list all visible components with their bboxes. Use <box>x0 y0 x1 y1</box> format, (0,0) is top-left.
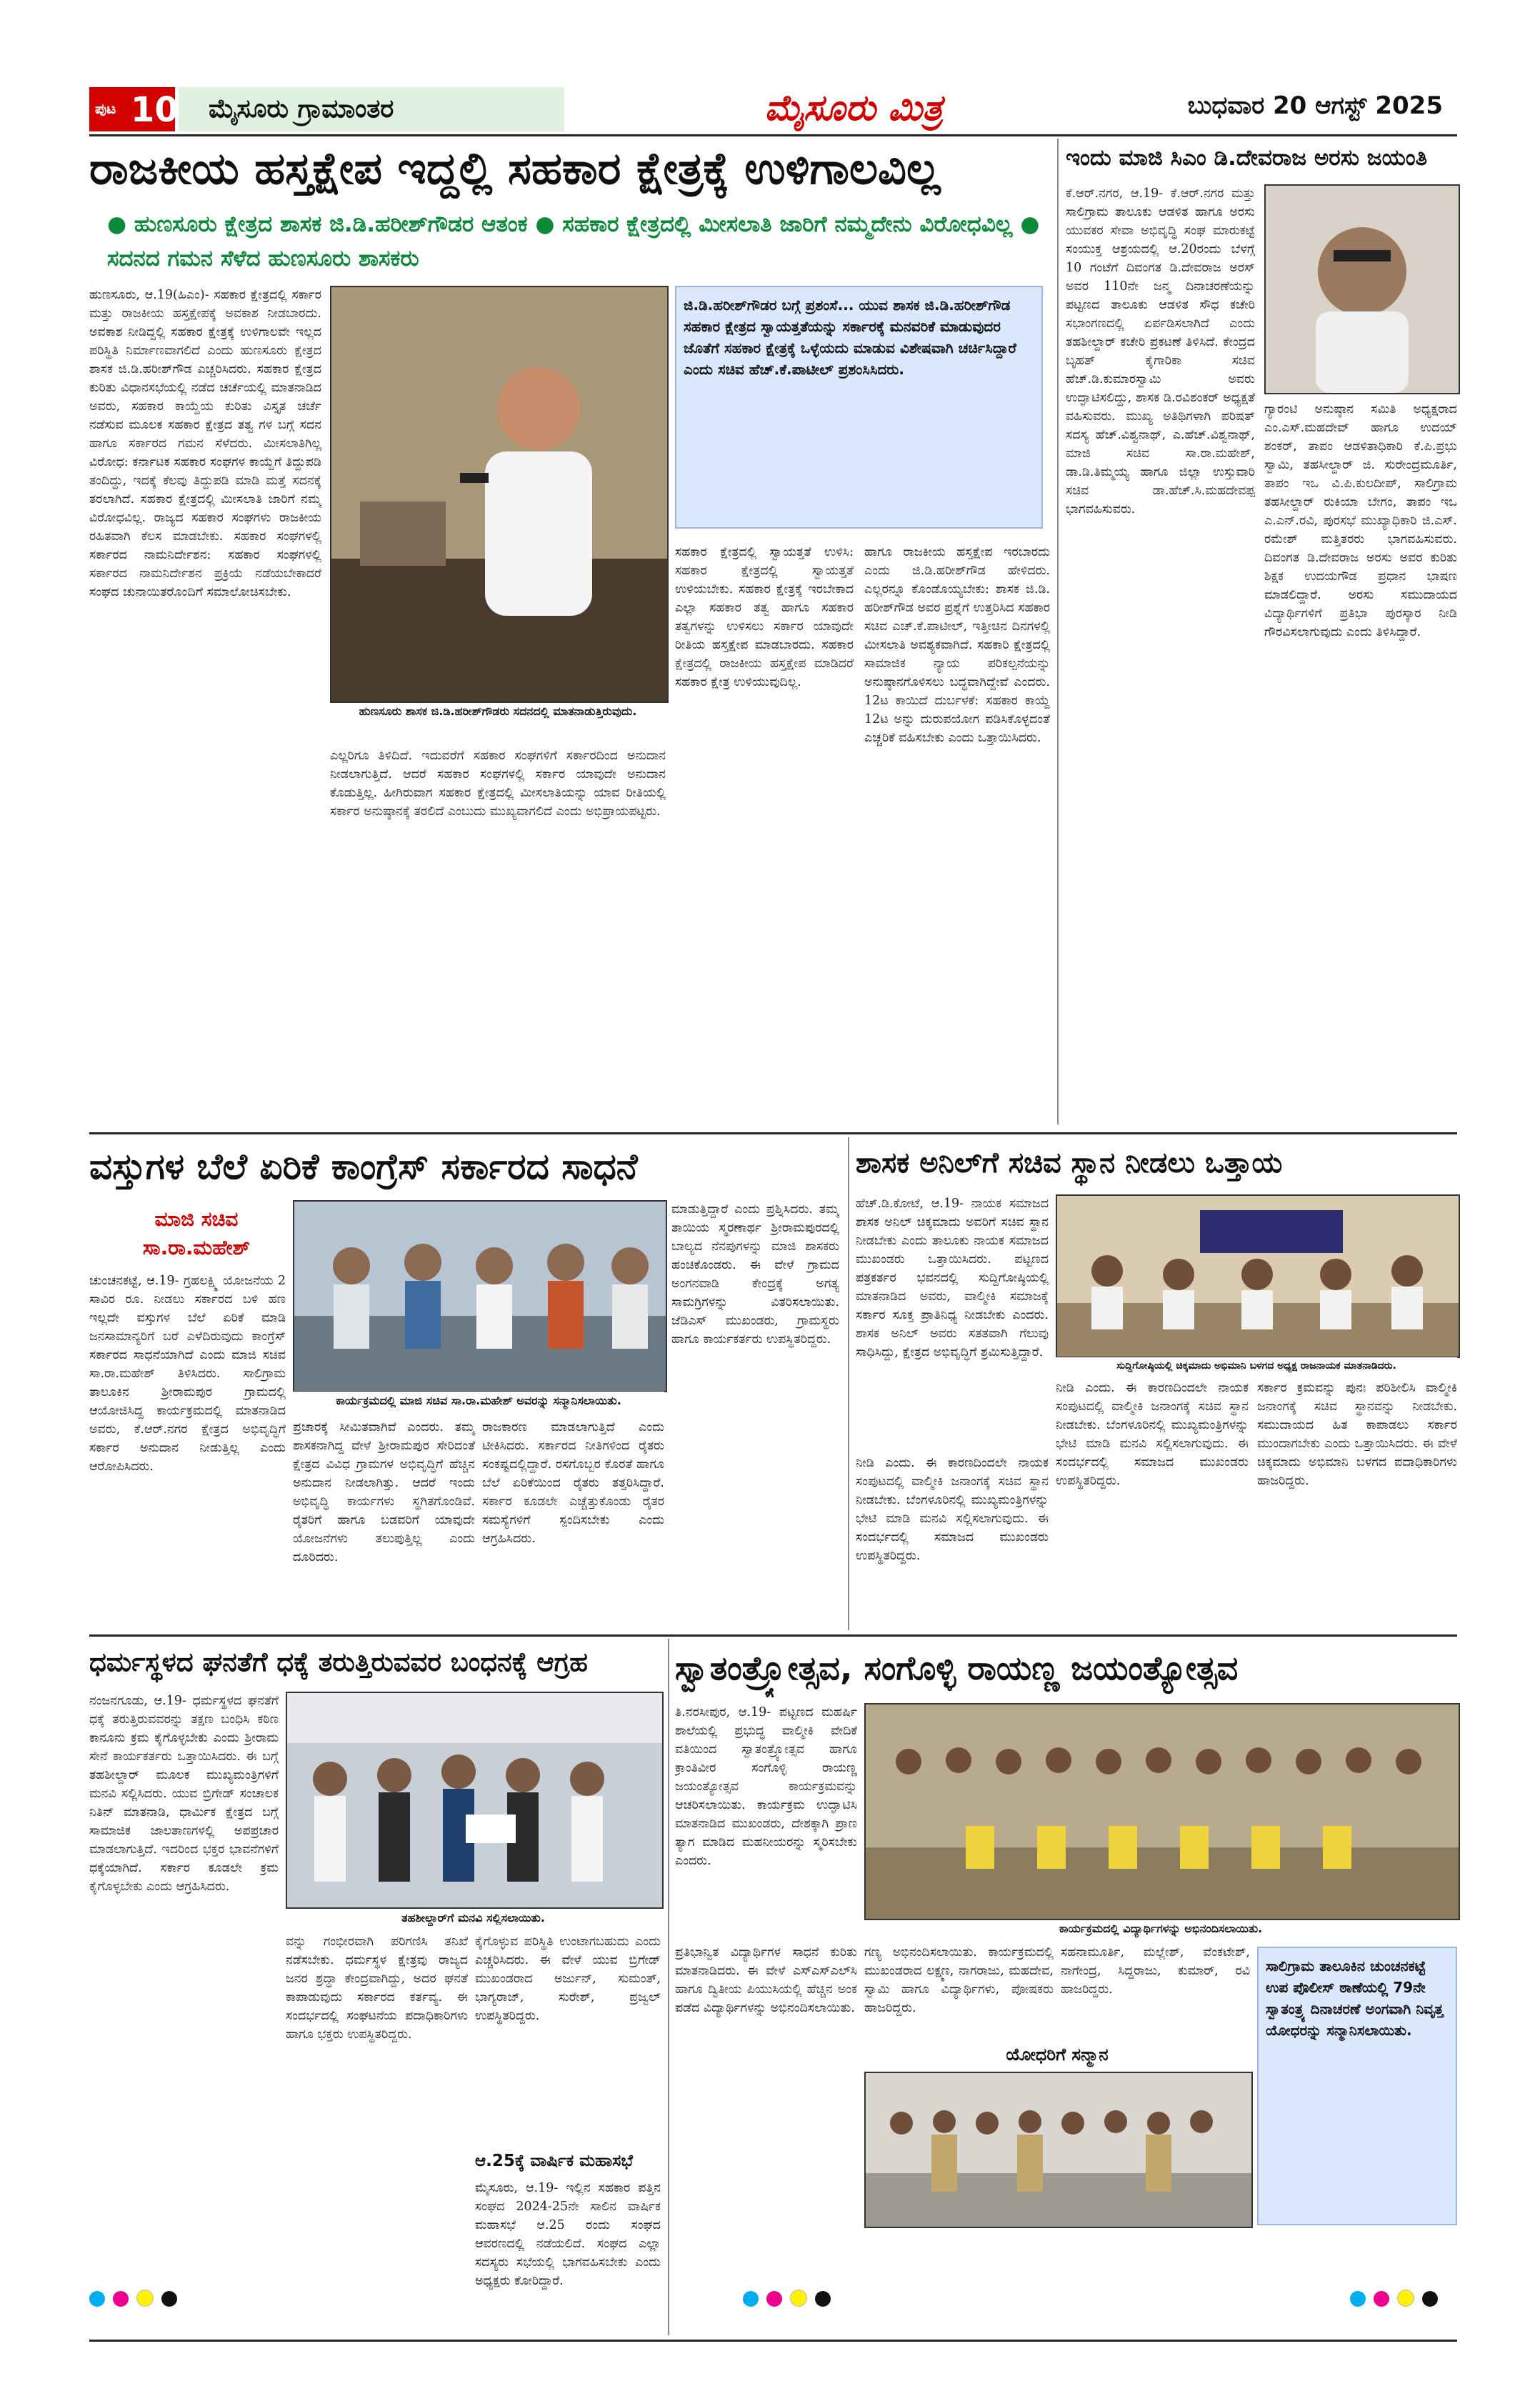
story3-col3: ರಾಜಕಾರಣ ಮಾಡಲಾಗುತ್ತಿದೆ ಎಂದು ಟೀಕಿಸಿದರು. ಸರ್ಕಾರದ ನೀತಿಗಳಿಂದ ರೈತರು ಸಂಕಷ್ಟದಲ್ಲಿದ್ದಾರೆ. ರಸಗೊಬ್ಬರ ಕೊರತೆ ಹಾಗೂ ಬೆಲೆ ಏರಿಕೆಯಿಂದ ರೈತರು ತತ್ತರಿಸಿದ್ದಾರೆ. ಸರ್ಕಾರ ಕೂಡಲೇ ಎಚ್ಚೆತ್ತುಕೊಂಡು ರೈತರ ಸಮಸ್ಯೆಗಳಿಗೆ ಸ್ಪಂದಿಸಬೇಕು ಎಂದು ಆಗ್ರಹಿಸಿದರು. <box>482 1420 664 1546</box>
story6-photo2 <box>864 2072 1253 2228</box>
story6-col2: ಪ್ರತಿಭಾನ್ವಿತ ವಿದ್ಯಾರ್ಥಿಗಳ ಸಾಧನೆ ಕುರಿತು ಮಾತನಾಡಿದರು. ಈ ವೇಳೆ ಎಸ್‌ಎಸ್‌ಎಲ್‌ಸಿ ಹಾಗೂ ದ್ವಿತೀಯ ಪಿಯುಸಿಯಲ್ಲಿ ಹೆಚ್ಚಿನ ಅಂಕ ಪಡೆದ ವಿದ್ಯಾರ್ಥಿಗಳನ್ನು ಅಭಿನಂದಿಸಲಾಯಿತು. <box>675 1945 857 2015</box>
press-meet-icon <box>1057 1196 1459 1357</box>
story6-col1: ತಿ.ನರಸೀಪುರ, ಆ.19- ಪಟ್ಟಣದ ಮಹರ್ಷಿ ಶಾಲೆಯಲ್ಲಿ ಪ್ರಭುದ್ಧ ವಾಲ್ಮೀಕಿ ವೇದಿಕೆ ವತಿಯಿಂದ ಸ್ವಾತಂತ್ರ್ಯೋತ್ಸವ ಹಾಗೂ ಕ್ರಾಂತಿವೀರ ಸಂಗೊಳ್ಳಿ ರಾಯಣ್ಣ ಜಯಂತ್ಯೋತ್ಸವ ಕಾರ್ಯಕ್ರಮವನ್ನು ಆಚರಿಸಲಾಯಿತು. ಕಾರ್ಯಕ್ರಮ ಉದ್ಘಾಟಿಸಿ ಮಾತನಾಡಿದ ಮುಖಂಡರು, ದೇಶಕ್ಕಾಗಿ ಪ್ರಾಣ ತ್ಯಾಗ ಮಾಡಿದ ಮಹನೀಯರನ್ನು ಸ್ಮರಿಸಬೇಕು ಎಂದರು. <box>675 1705 857 1868</box>
story1-col4: ಹಾಗೂ ರಾಜಕೀಯ ಹಸ್ತಕ್ಷೇಪ ಇರಬಾರದು ಎಂದು ಜಿ.ಡಿ.ಹರೀಶ್‌ಗೌಡ ಹೇಳಿದರು. ಎಲ್ಲರನ್ನೂ ಕೊಂಡೊಯ್ಯಬೇಕು: ಶಾಸಕ ಜಿ.ಡಿ. ಹರೀಶ್‌ಗೌಡ ಅವರ ಪ್ರಶ್ನೆಗೆ ಉತ್ತರಿಸಿದ ಸಹಕಾರ ಸಚಿವ ಎಚ್.ಕೆ.ಪಾಟೀಲ್, ಇತ್ತೀಚಿನ ದಿನಗಳಲ್ಲಿ ಮೀಸಲಾತಿ ಅವಶ್ಯಕವಾಗಿದೆ. ಸಹಕಾರಿ ಕ್ಷೇತ್ರದಲ್ಲಿ ಸಾಮಾಜಿಕ ನ್ಯಾಯ ಪರಿಕಲ್ಪನೆಯನ್ನು ಅನುಷ್ಠಾನಗೊಳಿಸಲು ಬದ್ಧವಾಗಿದ್ದೇವೆ ಎಂದರು. 12ಟ ಕಾಯಿದೆ ದುರ್ಬಳಕೆ: ಸಹಕಾರ ಕಾಯ್ದೆ 12ಟ ಅನ್ನು ದುರುಪಯೋಗ ಪಡಿಸಿಕೊಳ್ಳದಂತೆ ಎಚ್ಚರಿಕೆ ವಹಿಸಬೇಕು ಎಂದು ಒತ್ತಾಯಿಸಿದರು. <box>864 545 1050 745</box>
story2-headline: ಇಂದು ಮಾಜಿ ಸಿಎಂ ಡಿ.ದೇವರಾಜ ಅರಸು ಜಯಂತಿ <box>1066 145 1427 171</box>
section-rule <box>89 2340 1457 2342</box>
column-divider <box>1057 139 1059 1124</box>
registration-dot-icon <box>743 2291 759 2307</box>
registration-dot-icon <box>113 2291 129 2307</box>
registration-dot-icon <box>766 2291 782 2307</box>
story5-photo <box>286 1692 664 1909</box>
registration-dot-icon <box>89 2291 105 2307</box>
story3-byline-title: ಮಾಜಿ ಸಚಿವ <box>154 1207 239 1231</box>
section-rule <box>89 1132 1457 1134</box>
story5-col1: ನಂಜನಗೂಡು, ಆ.19- ಧರ್ಮಸ್ಥಳದ ಘನತೆಗೆ ಧಕ್ಕೆ ತರುತ್ತಿರುವವರನ್ನು ತಕ್ಷಣ ಬಂಧಿಸಿ ಕಠಿಣ ಕಾನೂನು ಕ್ರಮ ಕೈಗೊಳ್ಳಬೇಕು ಎಂದು ಶ್ರೀರಾಮ ಸೇನೆ ಕಾರ್ಯಕರ್ತರು ಒತ್ತಾಯಿಸಿದರು. ಈ ಬಗ್ಗೆ ತಹಶೀಲ್ದಾರ್ ಮೂಲಕ ಮುಖ್ಯಮಂತ್ರಿಗಳಿಗೆ ಮನವಿ ಸಲ್ಲಿಸಿದರು. ಯುವ ಬ್ರಿಗೇಡ್ ಸಂಚಾಲಕ ನಿತಿನ್ ಮಾತನಾಡಿ, ಧಾರ್ಮಿಕ ಕ್ಷೇತ್ರದ ಬಗ್ಗೆ ಸಾಮಾಜಿಕ ಜಾಲತಾಣಗಳಲ್ಲಿ ಅಪಪ್ರಚಾರ ಮಾಡಲಾಗುತ್ತಿದೆ. ಇದರಿಂದ ಭಕ್ತರ ಭಾವನೆಗಳಿಗೆ ಧಕ್ಕೆಯಾಗಿದೆ. ಸರ್ಕಾರ ಕೂಡಲೇ ಕ್ರಮ ಕೈಗೊಳ್ಳಬೇಕು ಎಂದು ಆಗ್ರಹಿಸಿದರು. <box>89 1694 279 1894</box>
story3-photo <box>293 1200 667 1392</box>
story3-col1: ಚುಂಚನಕಟ್ಟೆ, ಆ.19- ಗ್ರಹಲಕ್ಷ್ಮಿ ಯೋಜನೆಯ 2 ಸಾವಿರ ರೂ. ನೀಡಲು ಸರ್ಕಾರದ ಬಳಿ ಹಣ ಇಲ್ಲದೇ ವಸ್ತುಗಳ ಬೆಲೆ ಏರಿಕೆ ಮಾಡಿ ಜನಸಾಮಾನ್ಯರಿಗೆ ಬರೆ ಎಳೆದಿರುವುದು ಕಾಂಗ್ರೆಸ್ ಸರ್ಕಾರದ ಸಾಧನೆಯಾಗಿದೆ ಎಂದು ಮಾಜಿ ಸಚಿವ ಸಾ.ರಾ.ಮಹೇಶ್ ತಿಳಿಸಿದರು. ಸಾಲಿಗ್ರಾಮ ತಾಲೂಕಿನ ಶ್ರೀರಾಮಪುರ ಗ್ರಾಮದಲ್ಲಿ ಆಯೋಜಿಸಿದ್ದ ಕಾರ್ಯಕ್ರಮದಲ್ಲಿ ಮಾತನಾಡಿದ ಅವರು, ಕೆ.ಆರ್.ನಗರ ಕ್ಷೇತ್ರದ ಅಭಿವೃದ್ಧಿಗೆ ಸರ್ಕಾರ ಅನುದಾನ ನೀಡುತ್ತಿಲ್ಲ ಎಂದು ಆರೋಪಿಸಿದರು. <box>89 1274 286 1474</box>
registration-dot-icon <box>1350 2291 1366 2307</box>
bullet-icon: ● <box>1020 211 1040 237</box>
registration-dot-icon <box>1397 2290 1414 2307</box>
issue-date: ಬುಧವಾರ 20 ಆಗಸ್ಟ್ 2025 <box>1187 91 1443 120</box>
story1-quote-box: ಜಿ.ಡಿ.ಹರೀಶ್‌ಗೌಡರ ಬಗ್ಗೆ ಪ್ರಶಂಸೆ... ಯುವ ಶಾಸಕ ಜಿ.ಡಿ.ಹರೀಶ್‌ಗೌಡ ಸಹಕಾರ ಕ್ಷೇತ್ರದ ಸ್ವಾಯತ್ತತೆಯನ್ನು ಸರ್ಕಾರಕ್ಕೆ ಮನವರಿಕೆ ಮಾಡುವುದರ ಜೊತೆಗೆ ಸಹಕಾರ ಕ್ಷೇತ್ರಕ್ಕೆ ಒಳ್ಳೆಯದು ಮಾಡುವ ವಿಶೇಷವಾಗಿ ಚರ್ಚಿಸಿದ್ದಾರೆ ಎಂದು ಸಚಿವ ಹೆಚ್.ಕೆ.ಪಾಟೀಲ್ ಪ್ರಶಂಸಿಸಿದರು. <box>675 286 1043 529</box>
story6-photo-caption: ಕಾರ್ಯಕ್ರಮದಲ್ಲಿ ವಿದ್ಯಾರ್ಥಿಗಳನ್ನು ಅಭಿನಂದಿಸಲಾಯಿತು. <box>864 1920 1457 1937</box>
color-registration-center <box>743 2290 886 2311</box>
story3-col2: ಪ್ರಚಾರಕ್ಕೆ ಸೀಮಿತವಾಗಿವೆ ಎಂದರು. ತಮ್ಮ ಶಾಸಕನಾಗಿದ್ದ ವೇಳೆ ಶ್ರೀರಾಮಪುರ ಸೇರಿದಂತೆ ಕ್ಷೇತ್ರದ ವಿವಿಧ ಗ್ರಾಮಗಳ ಅಭಿವೃದ್ಧಿಗೆ ಹೆಚ್ಚಿನ ಅನುದಾನ ನೀಡಲಾಗಿತ್ತು. ಆದರೆ ಇಂದು ಅಭಿವೃದ್ಧಿ ಕಾರ್ಯಗಳು ಸ್ಥಗಿತಗೊಂಡಿವೆ. ರೈತರಿಗೆ ಹಾಗೂ ಬಡವರಿಗೆ ಯಾವುದೇ ಯೋಜನೆಗಳು ತಲುಪುತ್ತಿಲ್ಲ ಎಂದು ದೂರಿದರು. <box>293 1420 475 1564</box>
story2-col1: ಕೆ.ಆರ್.ನಗರ, ಆ.19- ಕೆ.ಆರ್.ನಗರ ಮತ್ತು ಸಾಲಿಗ್ರಾಮ ತಾಲೂಕು ಆಡಳಿತ ಹಾಗೂ ಅರಸು ಯುವಕರ ಸೇವಾ ಅಭಿವೃದ್ಧಿ ಸಂಘ ಮಾರುಕಟ್ಟೆ ಸಂಯುಕ್ತ ಆಶ್ರಯದಲ್ಲಿ ಆ.20ರಂದು ಬೆಳಗ್ಗೆ 10 ಗಂಟೆಗೆ ದಿವಂಗತ ಡಿ.ದೇವರಾಜ ಅರಸ್ ಅವರ 110ನೇ ಜನ್ಮ ದಿನಾಚರಣೆಯನ್ನು ಪಟ್ಟಣದ ತಾಲೂಕು ಆಡಳಿತ ಸೌಧ ಕಚೇರಿ ಸಭಾಂಗಣದಲ್ಲಿ ಏರ್ಪಡಿಸಲಾಗಿದೆ ಎಂದು ತಹಶೀಲ್ದಾರ್ ಕಚೇರಿ ಪ್ರಕಟಣೆ ತಿಳಿಸಿದೆ. ಕೇಂದ್ರದ ಬೃಹತ್ ಕೈಗಾರಿಕಾ ಸಚಿವ ಹೆಚ್.ಡಿ.ಕುಮಾರಸ್ವಾಮಿ ಅವರು ಉದ್ಘಾಟಿಸಲಿದ್ದು, ಶಾಸಕ ಡಿ.ರವಿಶಂಕರ್ ಅಧ್ಯಕ್ಷತೆ ವಹಿಸುವರು. ಮುಖ್ಯ ಅತಿಥಿಗಳಾಗಿ ಪರಿಷತ್ ಸದಸ್ಯ ಹೆಚ್.ವಿಶ್ವನಾಥ್, ಎ.ಹೆಚ್.ವಿಶ್ವನಾಥ್, ಮಾಜಿ ಸಚಿವ ಸಾ.ರಾ.ಮಹೇಶ್, ಡಾ.ಡಿ.ತಿಮ್ಮಯ್ಯ ಹಾಗೂ ಜಿಲ್ಲಾ ಉಸ್ತುವಾರಿ ಸಚಿವ ಡಾ.ಹೆಚ್.ಸಿ.ಮಹದೇವಪ್ಪ ಭಾಗವಹಿಸುವರು. <box>1066 186 1255 516</box>
section-title: ಮೈಸೂರು ಗ್ರಾಮಾಂತರ <box>179 87 564 131</box>
story1-col3: ಸಹಕಾರ ಕ್ಷೇತ್ರದಲ್ಲಿ ಸ್ವಾಯತ್ತತೆ ಉಳಿಸಿ: ಸಹಕಾರ ಕ್ಷೇತ್ರದಲ್ಲಿ ಸ್ವಾಯತ್ತತೆ ಉಳಿಯಬೇಕು. ಸಹಕಾರ ಕ್ಷೇತ್ರಕ್ಕೆ ಇರಬೇಕಾದ ಎಲ್ಲಾ ಸಹಕಾರ ತತ್ವ ಹಾಗೂ ಸಹಕಾರ ತತ್ವಗಳನ್ನು ಉಳಿಸಲು ಸರ್ಕಾರ ಯಾವುದೇ ರೀತಿಯ ಹಸ್ತಕ್ಷೇಪ ಮಾಡಬಾರದು. ಸಹಕಾರ ಕ್ಷೇತ್ರದಲ್ಲಿ ರಾಜಕೀಯ ಹಸ್ತಕ್ಷೇಪ ಮಾಡಿದರೆ ಸಹಕಾರ ಕ್ಷೇತ್ರ ಉಳಿಯುವುದಿಲ್ಲ. <box>675 545 854 689</box>
story1-photo-caption: ಹುಣಸೂರು ಶಾಸಕ ಜಿ.ಡಿ.ಹರೀಶ್‌ಗೌಡರು ಸದನದಲ್ಲಿ ಮಾತನಾಡುತ್ತಿರುವುದು. <box>330 703 666 737</box>
story4-col3: ಸರ್ಕಾರ ಕ್ರಮವನ್ನು ಪುನಃ ಪರಿಶೀಲಿಸಿ ವಾಲ್ಮೀಕಿ ಜನಾಂಗಕ್ಕೆ ಸಚಿವ ಸ್ಥಾನವನ್ನು ನೀಡಬೇಕು. ಸಮುದಾಯದ ಹಿತ ಕಾಪಾಡಲು ಸರ್ಕಾರ ಮುಂದಾಗಬೇಕು ಎಂದು ಒತ್ತಾಯಿಸಿದರು. ಈ ವೇಳೆ ಚಿಕ್ಕಮಾದು ಅಭಿಮಾನಿ ಬಳಗದ ಪದಾಧಿಕಾರಿಗಳು ಹಾಜರಿದ್ದರು. <box>1257 1381 1457 1488</box>
story1-col2: ಎಲ್ಲರಿಗೂ ತಿಳಿದಿದೆ. ಇದುವರೆಗೆ ಸಹಕಾರ ಸಂಘಗಳಿಗೆ ಸರ್ಕಾರದಿಂದ ಅನುದಾನ ನೀಡಲಾಗುತ್ತಿದೆ. ಆದರೆ ಸಹಕಾರ ಸಂಘಗಳಲ್ಲಿ ಸರ್ಕಾರ ಯಾವುದೇ ಅನುದಾನ ಕೊಡುತ್ತಿಲ್ಲ. ಹೀಗಿರುವಾಗ ಸಹಕಾರ ಕ್ಷೇತ್ರದಲ್ಲಿ ಮೀಸಲಾತಿಯನ್ನು ಯಾವ ರೀತಿಯಲ್ಲಿ ಸರ್ಕಾರ ಅನುಷ್ಠಾನಕ್ಕೆ ತರಲಿದೆ ಎಂಬುದು ಮುಖ್ಯವಾಗಲಿದೆ ಎಂದು ಅಭಿಪ್ರಾಯಪಟ್ಟರು. <box>330 749 666 819</box>
story2-col2: ಗ್ಯಾರಂಟಿ ಅನುಷ್ಠಾನ ಸಮಿತಿ ಅಧ್ಯಕ್ಷರಾದ ಎಂ.ಎಸ್.ಮಹದೇವ್ ಹಾಗೂ ಉದಯ್ ಶಂಕರ್, ತಾಪಂ ಆಡಳಿತಾಧಿಕಾರಿ ಕೆ.ಪಿ.ಪ್ರಭು ಸ್ವಾಮಿ, ತಹಸೀಲ್ದಾರ್ ಜಿ. ಸುರೇಂದ್ರಮೂರ್ತಿ, ತಾಪಂ ಇಒ ವಿ.ಪಿ.ಕುಲದೀಪ್, ಸಾಲಿಗ್ರಾಮ ತಹಸೀಲ್ದಾರ್ ರುಕಿಯಾ ಬೇಗಂ, ತಾಪಂ ಇಒ ಎ.ಎನ್.ರವಿ, ಪುರಸಭೆ ಮುಖ್ಯಾಧಿಕಾರಿ ಜಿ.ಎಸ್. ರಮೇಶ್ ಮತ್ತಿತರರು ಭಾಗವಹಿಸುವರು. ದಿವಂಗತ ಡಿ.ದೇವರಾಜ ಅರಸು ಅವರ ಕುರಿತು ಶಿಕ್ಷಕ ಉದಯಗೌಡ ಪ್ರಧಾನ ಭಾಷಣ ಮಾಡಲಿದ್ದಾರೆ. ಅರಸು ಸಮುದಾಯದ ವಿದ್ಯಾರ್ಥಿಗಳಿಗೆ ಪ್ರತಿಭಾ ಪುರಸ್ಕಾರ ನೀಡಿ ಗೌರವಿಸಲಾಗುವುದು ಎಂದು ತಿಳಿಸಿದ್ದಾರೆ. <box>1264 402 1457 639</box>
section-rule <box>89 1634 1457 1637</box>
page-number: 10 <box>131 90 179 130</box>
story6-headline: ಸ್ವಾತಂತ್ರ್ಯೋತ್ಸವ, ಸಂಗೊಳ್ಳಿ ರಾಯಣ್ಣ ಜಯಂತ್ಯೋತ್ಸವ <box>675 1649 1239 1687</box>
story1-photo <box>330 286 669 703</box>
story3-photo-caption: ಕಾರ್ಯಕ್ರಮದಲ್ಲಿ ಮಾಜಿ ಸಚಿವ ಸಾ.ರಾ.ಮಹೇಶ್ ಅವರನ್ನು ಸನ್ಮಾನಿಸಲಾಯಿತು. <box>293 1392 664 1410</box>
story5-photo-caption: ತಹಶೀಲ್ದಾರ್‌ಗೆ ಮನವಿ ಸಲ್ಲಿಸಲಾಯಿತು. <box>286 1909 661 1927</box>
page-label: ಪುಟ <box>95 100 116 117</box>
registration-dot-icon <box>136 2290 154 2307</box>
page-number-badge <box>89 87 179 131</box>
group-photo-icon <box>294 1202 666 1391</box>
masthead-logo: ಮೈಸೂರು ಮಿತ್ರ <box>764 87 943 129</box>
header-rule <box>89 134 1457 136</box>
registration-dot-icon <box>161 2291 177 2307</box>
story6-col3: ಗಣ್ಯ ಅಭಿನಂದಿಸಲಾಯಿತು. ಕಾರ್ಯಕ್ರಮದಲ್ಲಿ ಮುಖಂಡರಾದ ಲಕ್ಷ್ಮಣ, ನಾಗರಾಜು, ಮಹದೇವ, ಸ್ವಾಮಿ ಹಾಗೂ ವಿದ್ಯಾರ್ಥಿಗಳು, ಪೋಷಕರು ಹಾಜರಿದ್ದರು. <box>864 1945 1054 2015</box>
story3-byline-name: ಸಾ.ರಾ.ಮಹೇಶ್ <box>142 1236 251 1259</box>
story1-headline: ರಾಜಕೀಯ ಹಸ್ತಕ್ಷೇಪ ಇದ್ದಲ್ಲಿ ಸಹಕಾರ ಕ್ಷೇತ್ರಕ್ಕೆ ಉಳಿಗಾಲವಿಲ್ಲ <box>89 142 941 194</box>
agm-body: ಮೈಸೂರು, ಆ.19- ಇಲ್ಲಿನ ಸಹಕಾರ ಪತ್ತಿನ ಸಂಘದ 2024-25ನೇ ಸಾಲಿನ ವಾರ್ಷಿಕ ಮಹಾಸಭೆ ಆ.25 ರಂದು ಸಂಘದ ಆವರಣದಲ್ಲಿ ನಡೆಯಲಿದೆ. ಸಂಘದ ಎಲ್ಲಾ ಸದಸ್ಯರು ಸಭೆಯಲ್ಲಿ ಭಾಗವಹಿಸಬೇಕು ಎಂದು ಅಧ್ಯಕ್ಷರು ಕೋರಿದ್ದಾರೆ. <box>475 2181 661 2288</box>
soldiers-honour-icon <box>866 2073 1251 2227</box>
story4-col1b: ನೀಡಿ ಎಂದು. ಈ ಕಾರಣದಿಂದಲೇ ನಾಯಕ ಸಂಪುಟದಲ್ಲಿ ವಾಲ್ಮೀಕಿ ಜನಾಂಗಕ್ಕೆ ಸಚಿವ ಸ್ಥಾನ ನೀಡಬೇಕು. ಬೆಂಗಳೂರಿನಲ್ಲಿ ಮುಖ್ಯಮಂತ್ರಿಗಳನ್ನು ಭೇಟಿ ಮಾಡಿ ಮನವಿ ಸಲ್ಲಿಸಲಾಗುವುದು. ಈ ಸಂದರ್ಭದಲ್ಲಿ ಸಮಾಜದ ಮುಖಂಡರು ಉಪಸ್ಥಿತರಿದ್ದರು. <box>856 1456 1049 1563</box>
story4-photo <box>1056 1194 1460 1358</box>
story4-photo-caption: ಸುದ್ದಿಗೋಷ್ಠಿಯಲ್ಲಿ ಚಿಕ್ಕಮಾದು ಅಭಿಮಾನಿ ಬಳಗದ ಅಧ್ಯಕ್ಷ ರಾಜನಾಯಕ ಮಾತನಾಡಿದರು. <box>1056 1357 1457 1374</box>
story5-headline: ಧರ್ಮಸ್ಥಳದ ಘನತೆಗೆ ಧಕ್ಕೆ ತರುತ್ತಿರುವವರ ಬಂಧನಕ್ಕೆ ಆಗ್ರಹ <box>89 1647 588 1677</box>
color-registration-right <box>1350 2290 1464 2311</box>
registration-dot-icon <box>790 2290 807 2307</box>
memorandum-photo-icon <box>287 1693 662 1907</box>
registration-dot-icon <box>1422 2291 1438 2307</box>
story5-col2: ವನ್ನು ಗಂಭೀರವಾಗಿ ಪರಿಗಣಿಸಿ ತನಿಖೆ ನಡೆಸಬೇಕು. ಧರ್ಮಸ್ಥಳ ಕ್ಷೇತ್ರವು ರಾಜ್ಯದ ಜನರ ಶ್ರದ್ಧಾ ಕೇಂದ್ರವಾಗಿದ್ದು, ಅದರ ಘನತೆ ಕಾಪಾಡುವುದು ಸರ್ಕಾರದ ಕರ್ತವ್ಯ. ಈ ಸಂದರ್ಭದಲ್ಲಿ ಸಂಘಟನೆಯ ಪದಾಧಿಕಾರಿಗಳು ಹಾಗೂ ಭಕ್ತರು ಉಪಸ್ಥಿತರಿದ್ದರು. <box>286 1935 468 2042</box>
speaker-figure-icon <box>331 287 667 702</box>
story1-col1: ಹುಣಸೂರು, ಆ.19(ಹಿಎಂ)- ಸಹಕಾರ ಕ್ಷೇತ್ರದಲ್ಲಿ ಸರ್ಕಾರ ಮತ್ತು ರಾಜಕೀಯ ಹಸ್ತಕ್ಷೇಪಕ್ಕೆ ಅವಕಾಶ ನೀಡಬಾರದು. ಅವಕಾಶ ನೀಡಿದ್ದಲ್ಲಿ ಸಹಕಾರ ಕ್ಷೇತ್ರಕ್ಕೆ ಉಳಿಗಾಲವೇ ಇಲ್ಲದ ಪರಿಸ್ಥಿತಿ ನಿರ್ಮಾಣವಾಗಲಿದೆ ಎಂದು ಹುಣಸೂರು ಕ್ಷೇತ್ರದ ಶಾಸಕ ಜಿ.ಡಿ.ಹರೀಶ್‌ಗೌಡ ಎಚ್ಚರಿಸಿದರು. ಸಹಕಾರ ಕ್ಷೇತ್ರದ ಕುರಿತು ವಿಧಾನಸಭೆಯಲ್ಲಿ ನಡೆದ ಚರ್ಚೆಯಲ್ಲಿ ಮಾತನಾಡಿದ ಅವರು, ಸಹಕಾರ ಕಾಯ್ದೆಯ ಕುರಿತು ವಿಸ್ತೃತ ಚರ್ಚೆ ನಡೆಸುವ ಮೂಲಕ ಸಹಕಾರ ಕ್ಷೇತ್ರದ ತತ್ವ ಗಳ ಬಗ್ಗೆ ಸದನ ಹಾಗೂ ಸರ್ಕಾರದ ಗಮನ ಸೆಳೆದರು. ಮೀಸಲಾತಿಗಿಲ್ಲ ವಿರೋಧ: ಕರ್ನಾಟಕ ಸಹಕಾರ ಸಂಘಗಳ ಕಾಯ್ದೆಗೆ ತಿದ್ದುಪಡಿ ತಂದಿದ್ದು, ಇದಕ್ಕೆ ಕೆಲವು ತಿದ್ದುಪಡಿ ಮಾಡಿ ಮತ್ತೆ ಸದನಕ್ಕೆ ತರಲಾಗಿದೆ. ಸಹಕಾರ ಕ್ಷೇತ್ರದಲ್ಲಿ ಮೀಸಲಾತಿ ಜಾರಿಗೆ ನಮ್ಮ ವಿರೋಧವಿಲ್ಲ. ರಾಜ್ಯದ ಸಹಕಾರ ಸಂಘಗಳು ರಾಜಕೀಯ ರಹಿತವಾಗಿ ಕೆಲಸ ಮಾಡಬೇಕು. ಸಹಕಾರ ಸಂಘಗಳಲ್ಲಿ ಸರ್ಕಾರದ ನಾಮನಿರ್ದೇಶನ: ಸಹಕಾರ ಸಂಘಗಳಲ್ಲಿ ಸರ್ಕಾರದ ನಾಮನಿರ್ದೇಶನ ಪ್ರಕ್ರಿಯೆ ನಡೆಯಬೇಕಾದರೆ ಸಂಘದ ಚುನಾಯಿತರೊಂದಿಗೆ ಸಮಾಲೋಚಿಸಬೇಕು. <box>89 288 321 599</box>
registration-dot-icon <box>1374 2291 1389 2307</box>
bullet-icon: ● <box>535 211 555 237</box>
bullet-icon: ● <box>107 211 127 237</box>
story1-sub-a: ಹುಣಸೂರು ಕ್ಷೇತ್ರದ ಶಾಸಕ ಜಿ.ಡಿ.ಹರೀಶ್‌ಗೌಡರ ಆತಂಕ <box>134 211 528 237</box>
column-divider <box>848 1137 849 1630</box>
color-registration-left <box>89 2290 232 2311</box>
story3-col4: ಮಾಡುತ್ತಿದ್ದಾರೆ ಎಂದು ಪ್ರಶ್ನಿಸಿದರು. ತಮ್ಮ ತಾಯಿಯ ಸ್ಮರಣಾರ್ಥ ಶ್ರೀರಾಮಪುರದಲ್ಲಿ ಬಾಲ್ಯದ ನೆನಪುಗಳನ್ನು ಮಾಜಿ ಶಾಸಕರು ಹಂಚಿಕೊಂಡರು. ಈ ವೇಳೆ ಗ್ರಾಮದ ಅಂಗನವಾಡಿ ಕೇಂದ್ರಕ್ಕೆ ಅಗತ್ಯ ಸಾಮಗ್ರಿಗಳನ್ನು ವಿತರಿಸಲಾಯಿತು. ಜೆಡಿಎಸ್ ಮುಖಂಡರು, ಗ್ರಾಮಸ್ಥರು ಹಾಗೂ ಕಾರ್ಯಕರ್ತರು ಉಪಸ್ಥಿತರಿದ್ದರು. <box>671 1202 839 1347</box>
story1-subheads <box>107 207 1050 279</box>
story6-photo <box>864 1703 1460 1920</box>
registration-dot-icon <box>815 2291 831 2307</box>
column-divider <box>668 1639 669 2335</box>
story1-sub-c: ಸದನದ ಗಮನ ಸೆಳೆದ ಹುಣಸೂರು ಶಾಸಕರು <box>107 246 419 271</box>
story1-sub-b: ಸಹಕಾರ ಕ್ಷೇತ್ರದಲ್ಲಿ ಮೀಸಲಾತಿ ಜಾರಿಗೆ ನಮ್ಮದೇನು ವಿರೋಧವಿಲ್ಲ <box>562 211 1013 237</box>
story3-headline: ವಸ್ತುಗಳ ಬೆಲೆ ಏರಿಕೆ ಕಾಂಗ್ರೆಸ್ ಸರ್ಕಾರದ ಸಾಧನೆ <box>89 1146 638 1187</box>
portrait-icon <box>1266 186 1459 393</box>
story6-side-box: ಸಾಲಿಗ್ರಾಮ ತಾಲೂಕಿನ ಚುಂಚನಕಟ್ಟೆ ಉಪ ಪೊಲೀಸ್ ಠಾಣೆಯಲ್ಲಿ 79ನೇ ಸ್ವಾತಂತ್ರ್ಯ ದಿನಾಚರಣೆ ಅಂಗವಾಗಿ ನಿವೃತ್ತ ಯೋಧರನ್ನು ಸನ್ಮಾನಿಸಲಾಯಿತು. <box>1257 1947 1457 2225</box>
story4-col1: ಹೆಚ್.ಡಿ.ಕೋಟೆ, ಆ.19- ನಾಯಕ ಸಮಾಜದ ಶಾಸಕ ಅನಿಲ್ ಚಿಕ್ಕಮಾದು ಅವರಿಗೆ ಸಚಿವ ಸ್ಥಾನ ನೀಡಬೇಕು ಎಂದು ತಾಲೂಕು ನಾಯಕ ಸಮಾಜದ ಮುಖಂಡರು ಒತ್ತಾಯಿಸಿದರು. ಪಟ್ಟಣದ ಪತ್ರಕರ್ತರ ಭವನದಲ್ಲಿ ಸುದ್ದಿಗೋಷ್ಠಿಯಲ್ಲಿ ಮಾತನಾಡಿದ ಅವರು, ವಾಲ್ಮೀಕಿ ಸಮಾಜಕ್ಕೆ ಸರ್ಕಾರ ಸೂಕ್ತ ಪ್ರಾತಿನಿಧ್ಯ ನೀಡಬೇಕು ಎಂದರು. ಶಾಸಕ ಅನಿಲ್ ಅವರು ಸತತವಾಗಿ ಗೆಲುವು ಸಾಧಿಸಿದ್ದು, ಕ್ಷೇತ್ರದ ಅಭಿವೃದ್ಧಿಗೆ ಶ್ರಮಿಸುತ್ತಿದ್ದಾರೆ. <box>856 1197 1049 1359</box>
students-group-icon <box>866 1704 1459 1919</box>
story6-subheadline: ಯೋಧರಿಗೆ ಸನ್ಮಾನ <box>1006 2045 1109 2065</box>
story4-col2: ನೀಡಿ ಎಂದು. ಈ ಕಾರಣದಿಂದಲೇ ನಾಯಕ ಸಂಪುಟದಲ್ಲಿ ವಾಲ್ಮೀಕಿ ಜನಾಂಗಕ್ಕೆ ಸಚಿವ ಸ್ಥಾನ ನೀಡಬೇಕು. ಬೆಂಗಳೂರಿನಲ್ಲಿ ಮುಖ್ಯಮಂತ್ರಿಗಳನ್ನು ಭೇಟಿ ಮಾಡಿ ಮನವಿ ಸಲ್ಲಿಸಲಾಗುವುದು. ಈ ಸಂದರ್ಭದಲ್ಲಿ ಸಮಾಜದ ಮುಖಂಡರು ಉಪಸ್ಥಿತರಿದ್ದರು. <box>1056 1381 1249 1488</box>
story4-headline: ಶಾಸಕ ಅನಿಲ್‌ಗೆ ಸಚಿವ ಸ್ಥಾನ ನೀಡಲು ಒತ್ತಾಯ <box>856 1147 1283 1179</box>
agm-headline: ಆ.25ಕ್ಕೆ ವಾರ್ಷಿಕ ಮಹಾಸಭೆ <box>475 2152 633 2170</box>
story2-portrait <box>1264 184 1460 394</box>
story6-col4: ಸಹನಾಮೂರ್ತಿ, ಮಲ್ಲೇಶ್, ವೆಂಕಟೇಶ್, ನಾಗೇಂದ್ರ, ಸಿದ್ದರಾಜು, ಕುಮಾರ್, ರವಿ ಹಾಜರಿದ್ದರು. <box>1061 1945 1250 1997</box>
story5-col3: ಕೈಗೊಳ್ಳುವ ಪರಿಸ್ಥಿತಿ ಉಂಟಾಗಬಹುದು ಎಂದು ಎಚ್ಚರಿಸಿದರು. ಈ ವೇಳೆ ಯುವ ಬ್ರಿಗೇಡ್ ಮುಖಂಡರಾದ ಅರ್ಜುನ್, ಸುಮಂತ್, ಭಾಗ್ಯರಾಜ್, ಸುರೇಶ್, ಪ್ರಜ್ವಲ್ ಉಪಸ್ಥಿತರಿದ್ದರು. <box>475 1935 661 2023</box>
